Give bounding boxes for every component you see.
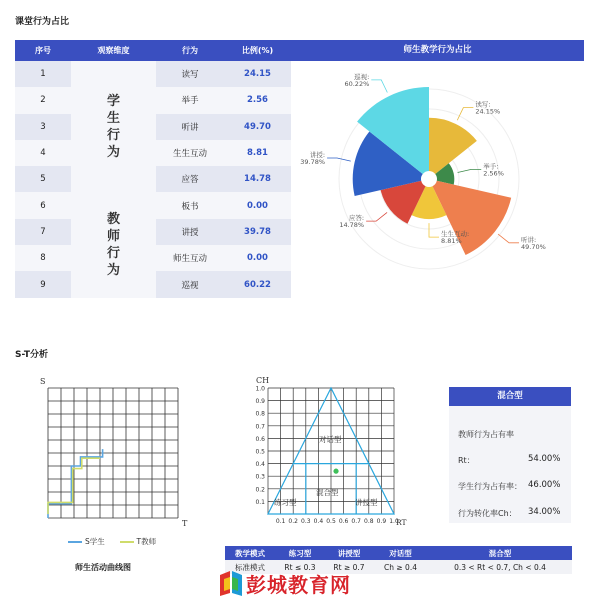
table-row <box>15 61 291 87</box>
row-no: 5 <box>15 166 71 192</box>
rt-x-tick: 0.6 <box>338 518 349 525</box>
watermark-logo <box>218 567 368 597</box>
legend-t-swatch <box>120 541 134 543</box>
rose-label-pct: 60.22% <box>344 79 370 88</box>
behavior-table <box>15 40 291 298</box>
table-header-row <box>15 40 291 61</box>
dimension-student <box>71 61 156 192</box>
rt-y-tick: 0.5 <box>255 448 265 456</box>
ch-label: 行为转化率Ch： <box>458 509 517 518</box>
rt-y-tick: 0.6 <box>255 435 265 443</box>
dimension-teacher-label: 教师行为 <box>107 212 121 279</box>
rose-label-pct: 14.78% <box>339 221 365 230</box>
rt-y-tick: 0.4 <box>255 461 265 469</box>
legend-t-label: T教师 <box>136 537 157 546</box>
row-behavior: 师生互动 <box>156 245 224 271</box>
rose-leader-line <box>498 234 519 243</box>
row-ratio: 0.00 <box>224 245 291 271</box>
row-ratio: 39.78 <box>224 219 291 245</box>
mode-header-row <box>225 546 572 560</box>
rose-chart-title: 师生教学行为占比 <box>291 40 584 61</box>
st-y-axis-label: S <box>40 377 46 386</box>
rt-x-axis-label: RT <box>396 518 407 527</box>
header-behavior: 行为 <box>156 40 224 61</box>
rt-x-tick: 0.1 <box>275 518 286 525</box>
mode-cell: Ch ≥ 0.4 <box>373 560 428 574</box>
row-no: 3 <box>15 114 71 140</box>
rt-ch-point <box>333 469 338 474</box>
row-no: 7 <box>15 219 71 245</box>
row-behavior: 板书 <box>156 192 224 218</box>
watermark-text: 彭城教育网 <box>246 573 351 597</box>
header-no: 序号 <box>15 40 71 61</box>
rose-label-name: 生生互动: <box>441 230 470 239</box>
row-behavior: 巡视 <box>156 271 224 297</box>
ch-value: 34.00% <box>528 507 561 517</box>
dimension-student-label: 学生行为 <box>107 93 121 160</box>
section-title-behavior: 课堂行为占比 <box>15 17 70 27</box>
rt-value: 54.00% <box>528 454 561 464</box>
rt-x-tick: 0.9 <box>376 518 387 525</box>
rt-y-tick: 0.2 <box>255 486 265 494</box>
rose-leader-line <box>371 80 387 93</box>
teacher-occupancy-label: 教师行为占有率 <box>458 430 514 439</box>
rose-leader-line <box>366 212 387 221</box>
rose-label-pct: 2.56% <box>483 169 504 178</box>
st-curve-s <box>48 449 103 518</box>
row-ratio: 14.78 <box>224 166 291 192</box>
st-curve-chart <box>30 372 200 532</box>
rose-label-name: 举手: <box>483 162 499 171</box>
rose-label-name: 巡视: <box>354 72 370 81</box>
rose-label-name: 听讲: <box>520 235 537 244</box>
rt-y-tick: 0.1 <box>255 498 265 506</box>
mode-cell: 标准模式 <box>225 560 275 574</box>
rt-ch-chart <box>244 372 414 532</box>
row-ratio: 60.22 <box>224 271 291 297</box>
row-no: 2 <box>15 87 71 113</box>
rt-x-tick: 0.7 <box>351 518 361 525</box>
rose-label-name: 读写: <box>475 100 491 109</box>
rt-y-tick: 0.7 <box>255 423 265 431</box>
header-dimension: 观察维度 <box>71 40 156 61</box>
row-behavior: 举手 <box>156 87 224 113</box>
region-lecture: 讲授型 <box>355 498 378 507</box>
rose-chart <box>291 61 584 298</box>
student-occupancy-value: 46.00% <box>528 480 561 490</box>
row-ratio: 8.81 <box>224 140 291 166</box>
book-logo-icon <box>218 569 244 597</box>
rt-y-tick: 1.0 <box>255 385 265 393</box>
rt-y-tick: 0.3 <box>255 473 265 481</box>
mix-panel-title: 混合型 <box>449 387 571 406</box>
row-behavior: 读写 <box>156 61 224 87</box>
mode-header: 混合型 <box>428 546 572 560</box>
row-no: 9 <box>15 271 71 297</box>
legend-s-swatch <box>68 541 82 543</box>
rose-slice-1 <box>429 118 477 174</box>
row-no: 4 <box>15 140 71 166</box>
region-practice: 练习型 <box>274 498 297 507</box>
mode-header: 讲授型 <box>325 546 373 560</box>
rt-x-tick: 1.0 <box>389 518 399 525</box>
mode-cell: Rt ≤ 0.3 <box>275 560 325 574</box>
row-behavior: 生生互动 <box>156 140 224 166</box>
region-dialogue: 对话型 <box>319 435 342 444</box>
rose-label-pct: 8.81% <box>441 237 462 246</box>
mode-header: 对话型 <box>373 546 428 560</box>
rt-y-axis-label: CH <box>256 376 270 385</box>
mode-header: 教学模式 <box>225 546 275 560</box>
legend-s-label: S学生 <box>85 537 105 546</box>
row-no: 1 <box>15 61 71 87</box>
st-caption: 师生活动曲线图 <box>75 563 131 572</box>
rt-y-tick: 0.9 <box>255 398 265 406</box>
row-no: 8 <box>15 245 71 271</box>
st-legend <box>68 536 156 547</box>
table-row <box>15 192 291 218</box>
row-behavior: 讲授 <box>156 219 224 245</box>
row-behavior: 听讲 <box>156 114 224 140</box>
row-ratio: 2.56 <box>224 87 291 113</box>
section-title-st: S-T分析 <box>15 350 49 360</box>
rose-label-pct: 39.78% <box>300 158 326 167</box>
rose-label-name: 应答: <box>348 214 365 223</box>
student-occupancy-label: 学生行为占有率： <box>458 482 522 491</box>
st-curve <box>48 449 103 518</box>
rt-y-tick: 0.8 <box>255 410 265 418</box>
region-mixed: 混合型 <box>316 488 339 497</box>
st-grid <box>48 388 178 518</box>
row-behavior: 应答 <box>156 166 224 192</box>
row-no: 6 <box>15 192 71 218</box>
rt-x-tick: 0.5 <box>326 518 336 525</box>
st-x-axis-label: T <box>182 519 188 528</box>
header-ratio: 比例(%) <box>224 40 291 61</box>
row-ratio: 24.15 <box>224 61 291 87</box>
rose-leader-line <box>457 108 473 121</box>
rt-x-tick: 0.8 <box>364 518 374 525</box>
row-ratio: 49.70 <box>224 114 291 140</box>
rose-label-pct: 49.70% <box>520 242 546 251</box>
mode-cell: 0.3 < Rt < 0.7, Ch < 0.4 <box>428 560 572 574</box>
rose-leader-line <box>327 158 351 161</box>
dimension-teacher <box>71 192 156 297</box>
rt-x-tick: 0.2 <box>288 518 298 525</box>
rose-label-name: 讲授: <box>309 151 326 160</box>
mode-header: 练习型 <box>275 546 325 560</box>
mode-cell: Rt ≥ 0.7 <box>325 560 373 574</box>
rose-leader-line <box>429 223 439 237</box>
rt-label: Rt： <box>458 456 475 465</box>
row-ratio: 0.00 <box>224 192 291 218</box>
rose-label-pct: 24.15% <box>475 107 501 116</box>
rt-x-tick: 0.4 <box>313 518 324 525</box>
rt-x-tick: 0.3 <box>301 518 311 525</box>
